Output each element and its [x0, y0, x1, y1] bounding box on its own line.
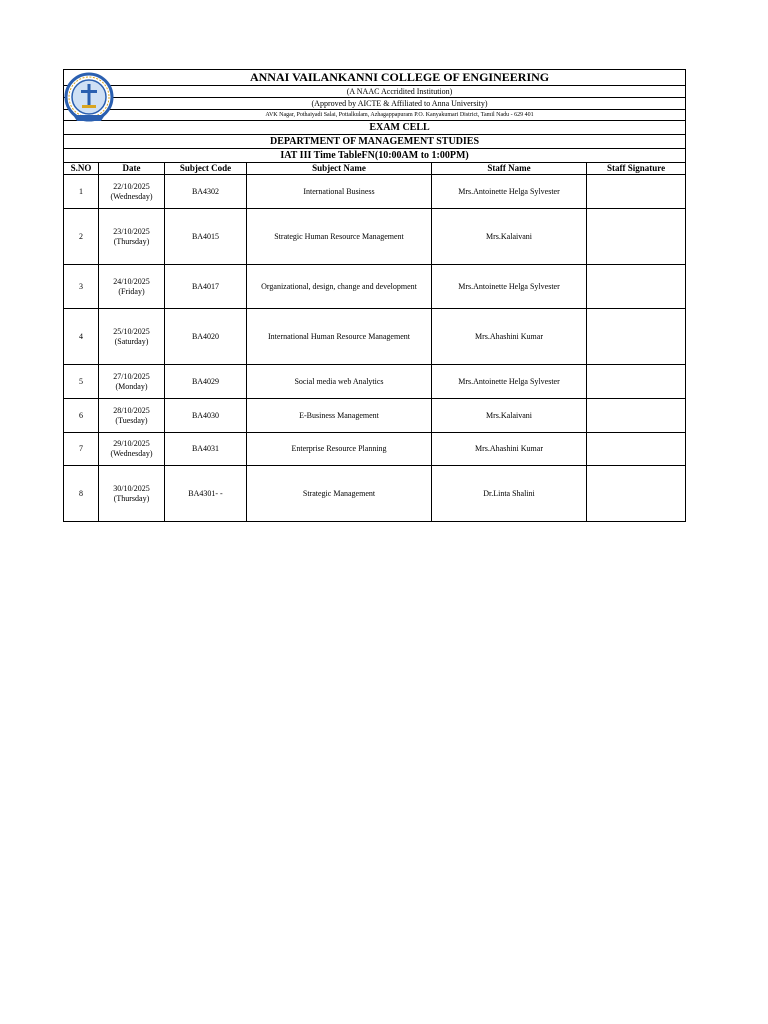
- cell-subject-name: Social media web Analytics: [247, 365, 432, 399]
- cell-staff-name: Mrs.Antoinette Helga Sylvester: [432, 265, 587, 309]
- college-logo: [63, 69, 115, 125]
- cell-date: [99, 309, 165, 365]
- exam-day: (Friday): [118, 286, 145, 296]
- cell-date: [99, 466, 165, 522]
- cell-staff-name: Mrs.Ahashini Kumar: [432, 433, 587, 466]
- cell-staff-signature: [587, 175, 686, 209]
- column-header-date: Date: [99, 163, 165, 175]
- timetable: [63, 69, 686, 522]
- cell-sno: 7: [64, 433, 99, 466]
- cell-date: [99, 399, 165, 433]
- column-header-staff-signature: Staff Signature: [587, 163, 686, 175]
- exam-day: (Wednesday): [110, 449, 153, 458]
- address-line: AVK Nagar, Pothaiyadi Salai, Pottalkulam, Azhagappapuram P.O. Kanyakumari District, Tamil Nadu - 629 401: [64, 110, 686, 121]
- cell-subject-code: BA4301- -: [165, 466, 247, 522]
- exam-date: 22/10/2025: [113, 181, 150, 191]
- table-row: [64, 466, 686, 522]
- cell-staff-name: Mrs.Antoinette Helga Sylvester: [432, 175, 587, 209]
- table-row: [64, 365, 686, 399]
- cell-staff-signature: [587, 399, 686, 433]
- cell-staff-signature: [587, 265, 686, 309]
- column-header-subject-name: Subject Name: [247, 163, 432, 175]
- cell-staff-signature: [587, 309, 686, 365]
- cell-subject-name: Strategic Human Resource Management: [247, 209, 432, 265]
- cell-sno: 1: [64, 175, 99, 209]
- cell-sno: 8: [64, 466, 99, 522]
- cell-date: [99, 433, 165, 466]
- cell-staff-signature: [587, 209, 686, 265]
- timetable-sheet: [63, 69, 685, 522]
- cell-date: [99, 365, 165, 399]
- cell-subject-code: BA4031: [165, 433, 247, 466]
- cell-staff-name: Mrs.Kalaivani: [432, 399, 587, 433]
- exam-date: 24/10/2025: [113, 276, 150, 286]
- cell-date: [99, 265, 165, 309]
- exam-day: (Thursday): [113, 493, 150, 503]
- exam-cell-heading: EXAM CELL: [64, 121, 686, 135]
- exam-date: 27/10/2025: [113, 371, 150, 381]
- college-name: ANNAI VAILANKANNI COLLEGE OF ENGINEERING: [64, 70, 686, 86]
- department-heading: DEPARTMENT OF MANAGEMENT STUDIES: [64, 135, 686, 149]
- column-header-sno: S.NO: [64, 163, 99, 175]
- cell-subject-code: BA4017: [165, 265, 247, 309]
- exam-date: 30/10/2025: [113, 483, 150, 493]
- cell-staff-name: Mrs.Antoinette Helga Sylvester: [432, 365, 587, 399]
- table-row: [64, 209, 686, 265]
- cell-staff-name: Mrs.Kalaivani: [432, 209, 587, 265]
- cell-staff-name: Mrs.Ahashini Kumar: [432, 309, 587, 365]
- table-row: [64, 399, 686, 433]
- cell-subject-code: BA4020: [165, 309, 247, 365]
- exam-date: 28/10/2025: [113, 405, 150, 415]
- table-row: [64, 433, 686, 466]
- column-header-row: [64, 163, 686, 175]
- column-header-subject-code: Subject Code: [165, 163, 247, 175]
- cell-subject-code: BA4029: [165, 365, 247, 399]
- table-row: [64, 265, 686, 309]
- approval-line: (Approved by AICTE & Affiliated to Anna University): [64, 98, 686, 110]
- cell-subject-name: Organizational, design, change and development: [247, 265, 432, 309]
- cell-date: [99, 175, 165, 209]
- exam-date: 29/10/2025: [113, 439, 150, 448]
- column-header-staff-name: Staff Name: [432, 163, 587, 175]
- cell-sno: 5: [64, 365, 99, 399]
- cell-subject-name: E-Business Management: [247, 399, 432, 433]
- cell-date: [99, 209, 165, 265]
- table-row: [64, 309, 686, 365]
- exam-day: (Wednesday): [110, 191, 153, 201]
- cell-subject-code: BA4302: [165, 175, 247, 209]
- cell-subject-name: International Business: [247, 175, 432, 209]
- cell-sno: 2: [64, 209, 99, 265]
- exam-day: (Saturday): [114, 336, 149, 346]
- cell-staff-signature: [587, 466, 686, 522]
- cell-subject-name: International Human Resource Management: [247, 309, 432, 365]
- cell-staff-signature: [587, 433, 686, 466]
- exam-day: (Thursday): [113, 236, 150, 246]
- cell-sno: 3: [64, 265, 99, 309]
- cell-staff-signature: [587, 365, 686, 399]
- exam-day: (Monday): [115, 381, 148, 391]
- timetable-title: IAT III Time TableFN(10:00AM to 1:00PM): [64, 149, 686, 163]
- exam-date: 25/10/2025: [113, 326, 150, 336]
- cell-subject-code: BA4030: [165, 399, 247, 433]
- exam-date: 23/10/2025: [113, 226, 150, 236]
- college-seal-icon: [63, 69, 115, 127]
- cell-sno: 6: [64, 399, 99, 433]
- cell-sno: 4: [64, 309, 99, 365]
- cell-subject-code: BA4015: [165, 209, 247, 265]
- table-row: [64, 175, 686, 209]
- accreditation-line: (A NAAC Accridited Institution): [64, 86, 686, 98]
- cell-subject-name: Enterprise Resource Planning: [247, 433, 432, 466]
- exam-day: (Tuesday): [115, 415, 148, 425]
- cell-staff-name: Dr.Linta Shalini: [432, 466, 587, 522]
- cell-subject-name: Strategic Management: [247, 466, 432, 522]
